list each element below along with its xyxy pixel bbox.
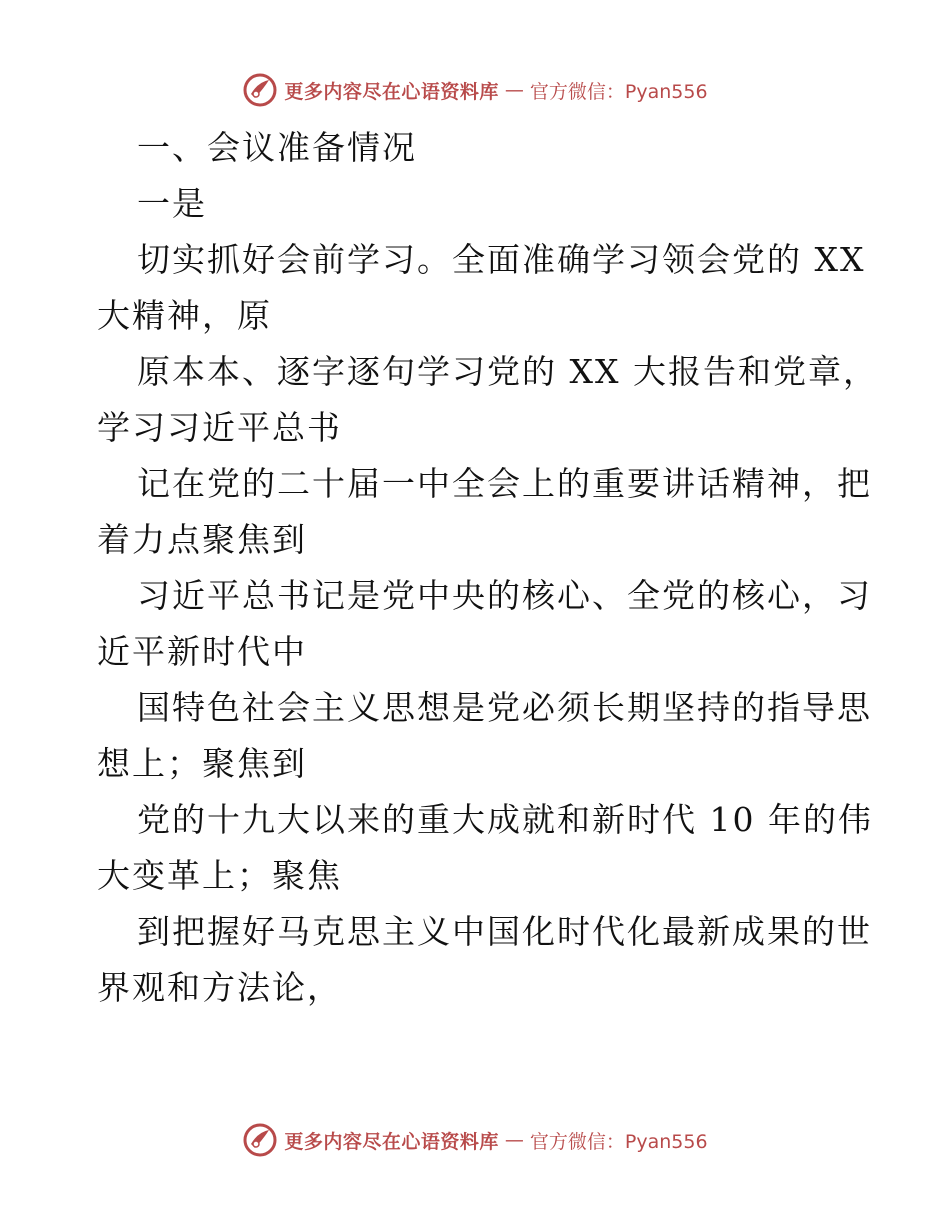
paragraph-line: 到把握好马克思主义中国化时代化最新成果的世 <box>137 912 872 951</box>
paragraph-line: 近平新时代中 <box>97 632 307 671</box>
paragraph-line: 着力点聚焦到 <box>97 520 307 559</box>
header-banner <box>0 70 950 110</box>
paragraph-line: 切实抓好会前学习。全面准确学习领会党的 XX <box>137 240 866 279</box>
paragraph-line: 原本本、逐字逐句学习党的 XX 大报告和党章， <box>137 352 878 391</box>
paragraph-line: 国特色社会主义思想是党必须长期坚持的指导思 <box>137 688 872 727</box>
paragraph-line: 想上；聚焦到 <box>97 744 307 783</box>
footer-banner <box>0 1120 950 1160</box>
paragraph-line: 记在党的二十届一中全会上的重要讲话精神，把 <box>137 464 872 503</box>
paragraph-line: 习近平总书记是党中央的核心、全党的核心，习 <box>137 576 872 615</box>
paragraph-line: 一是 <box>137 184 207 223</box>
brand-logo-icon <box>242 72 278 108</box>
header-brand-text: 更多内容尽在心语资料库 <box>284 80 499 103</box>
header-dash: — <box>504 79 524 101</box>
paragraph-line: 大变革上；聚焦 <box>97 856 342 895</box>
header-contact-text: 官方微信：Pyan556 <box>529 80 708 103</box>
footer-dash: — <box>504 1129 524 1151</box>
document-body <box>97 120 878 1016</box>
paragraph-line: 党的十九大以来的重大成就和新时代 10 年的伟 <box>137 800 873 839</box>
footer-brand-text: 更多内容尽在心语资料库 <box>284 1130 499 1153</box>
paragraph-line: 界观和方法论， <box>97 968 342 1007</box>
section-heading: 一、会议准备情况 <box>137 128 417 167</box>
paragraph-line: 学习习近平总书 <box>97 408 342 447</box>
footer-contact-text: 官方微信：Pyan556 <box>529 1130 708 1153</box>
paragraph-line: 大精神，原 <box>97 296 272 335</box>
brand-logo-icon <box>242 1122 278 1158</box>
